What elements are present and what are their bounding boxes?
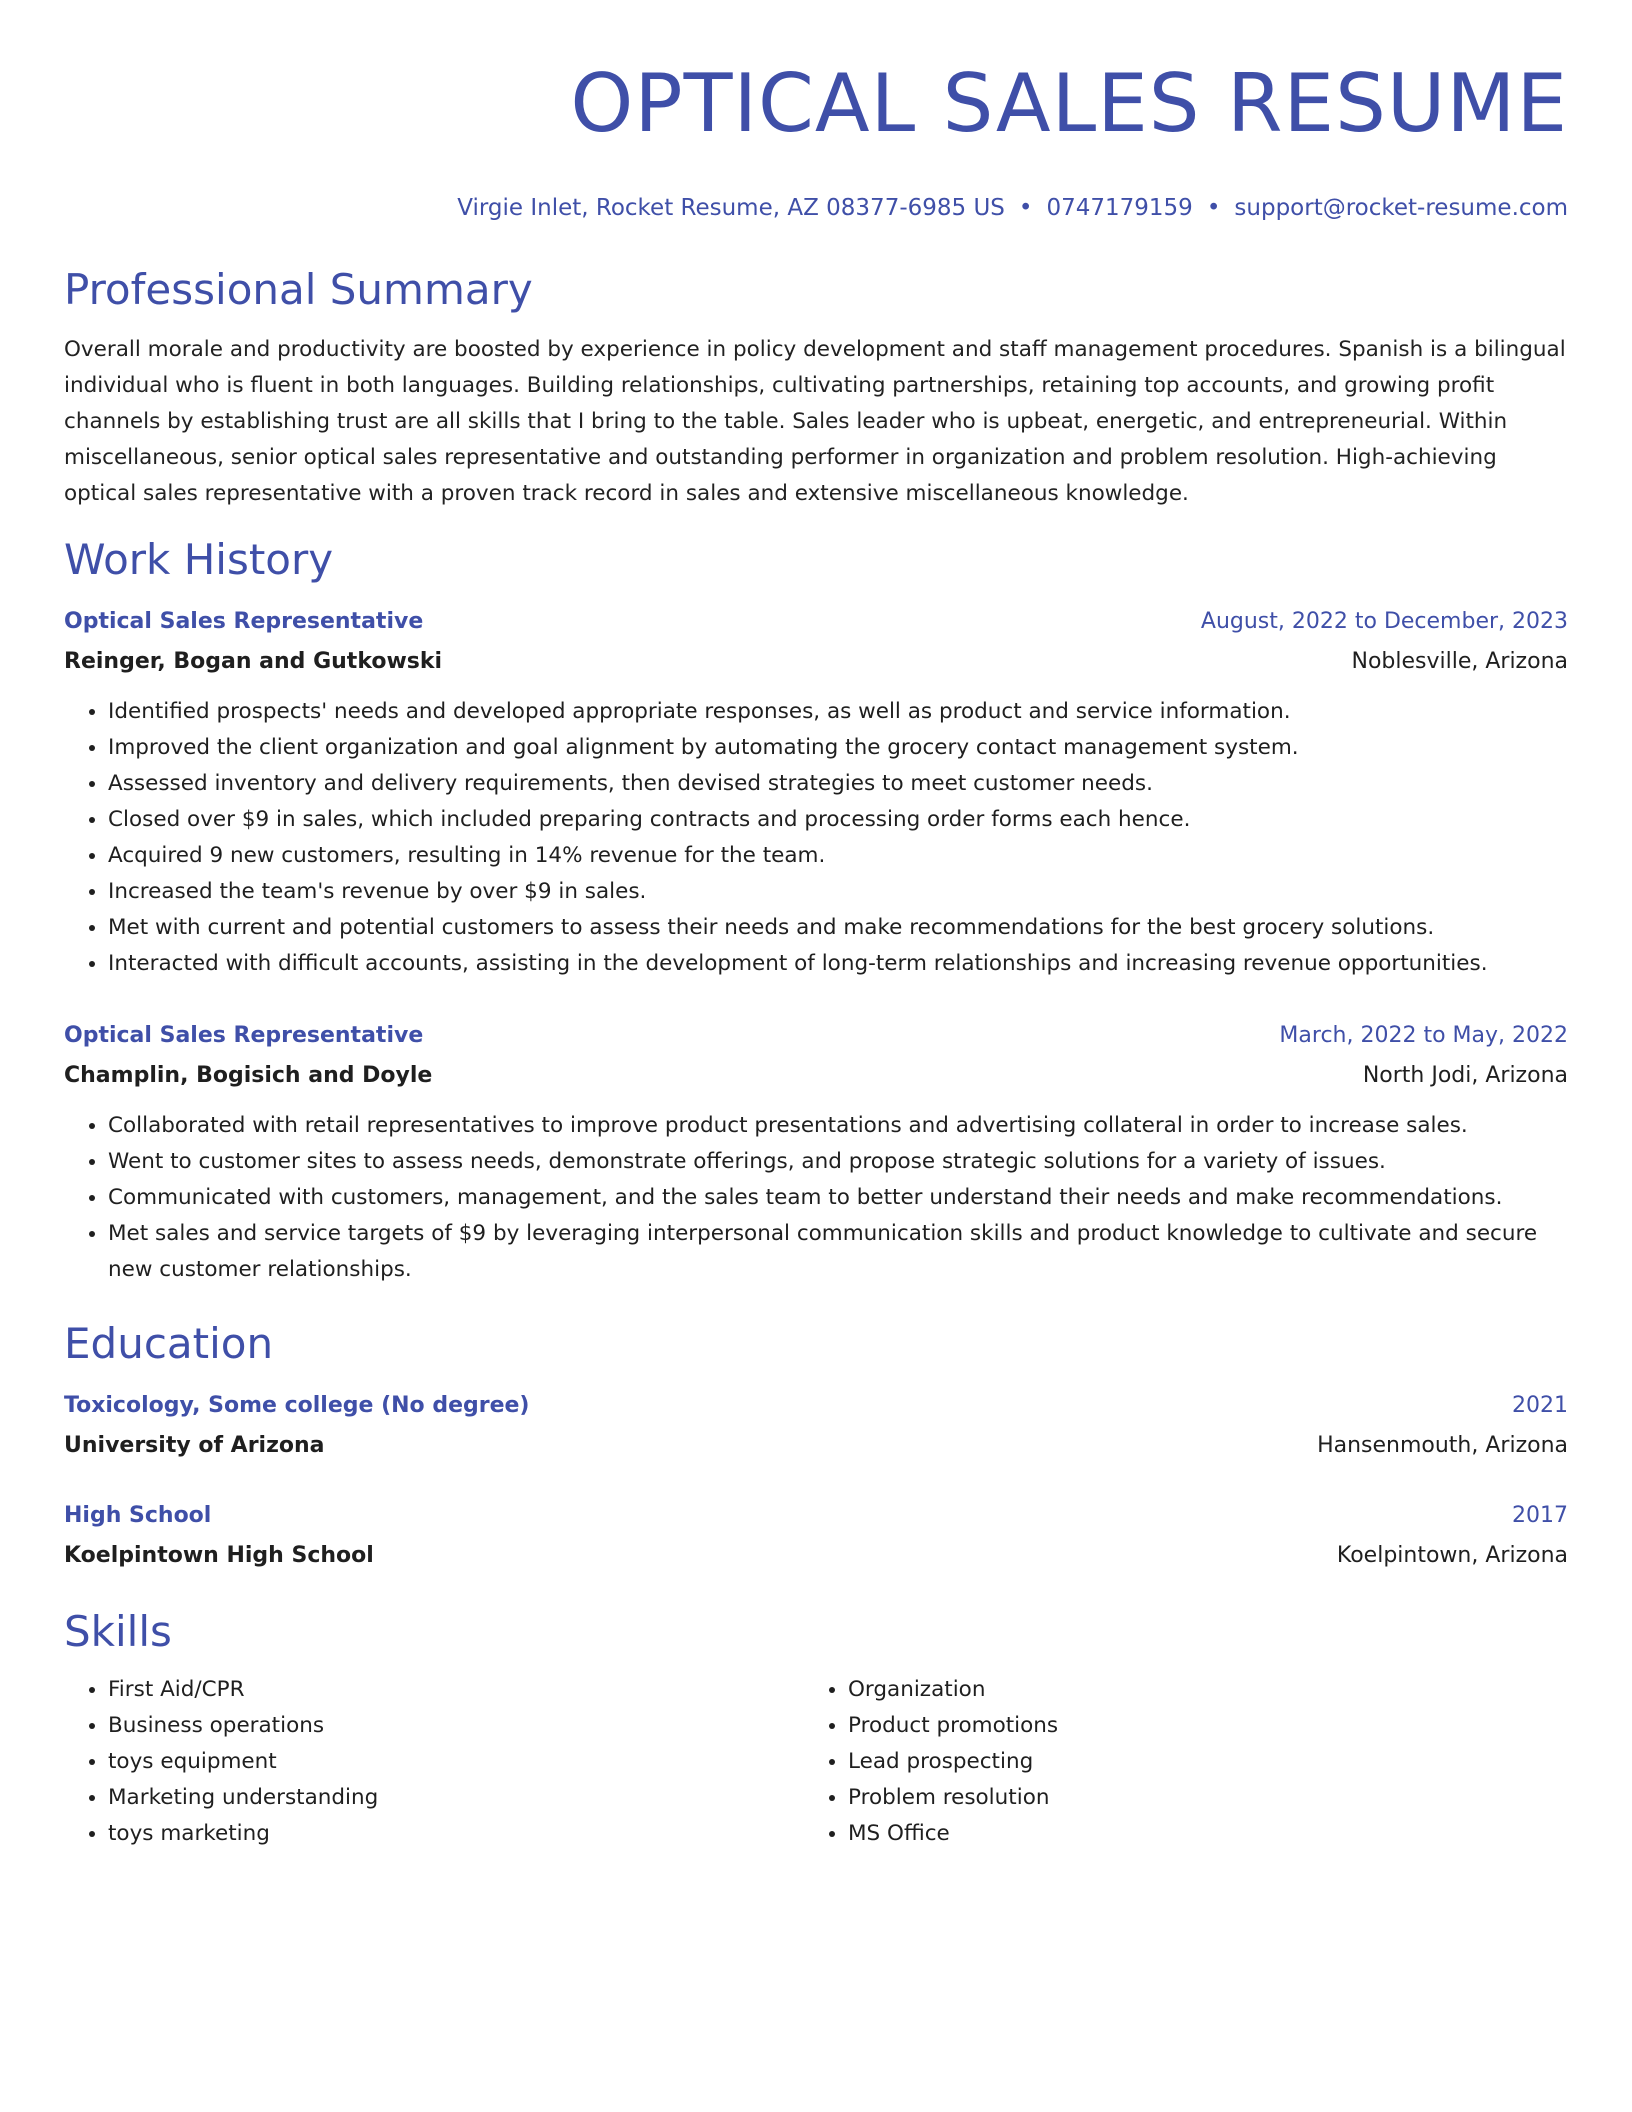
list-item: • Went to customer sites to assess needs, demonstrate offerings, and propose strategic solutions for a variety of issues. — [108, 1144, 1568, 1180]
summary-heading: Professional Summary — [64, 265, 533, 314]
school-name: Koelpintown High School — [64, 1543, 374, 1568]
skills-column-right — [804, 1672, 1544, 1852]
job-dates: March, 2022 to May, 2022 — [1279, 1023, 1568, 1048]
list-item: • Increased the team's revenue by over $9 in sales. — [108, 874, 1568, 910]
job-title: Optical Sales Representative — [64, 1023, 424, 1048]
list-item: • Collaborated with retail representatives to improve product presentations and advertising collateral in order to increase sales. — [108, 1108, 1568, 1144]
list-item: • Identified prospects' needs and developed appropriate responses, as well as product and service information. — [108, 694, 1568, 730]
education-entry — [64, 1386, 1568, 1466]
contact-phone: 0747179159 — [1046, 195, 1193, 221]
skill-item: • toys equipment — [108, 1744, 804, 1780]
list-item: • Closed over $9 in sales, which included preparing contracts and processing order forms each hence. — [108, 802, 1568, 838]
work-history-heading: Work History — [64, 535, 334, 584]
job-responsibilities — [64, 1108, 1568, 1288]
education-entry — [64, 1496, 1568, 1576]
contact-separator: • — [1018, 195, 1033, 221]
job-entry — [64, 1016, 1568, 1288]
list-item: • Improved the client organization and goal alignment by automating the grocery contact management system. — [108, 730, 1568, 766]
education-heading: Education — [64, 1319, 274, 1368]
skill-item: • Business operations — [108, 1708, 804, 1744]
contact-line — [64, 192, 1568, 224]
list-item: • Interacted with difficult accounts, assisting in the development of long-term relationships and increasing revenue opportunities. — [108, 946, 1568, 982]
contact-address: Virgie Inlet, Rocket Resume, AZ 08377-6985 US — [457, 195, 1005, 221]
list-item: • Communicated with customers, management, and the sales team to better understand their needs and make recommendations. — [108, 1180, 1568, 1216]
job-location: Noblesville, Arizona — [1351, 649, 1568, 674]
list-item: • Acquired 9 new customers, resulting in 14% revenue for the team. — [108, 838, 1568, 874]
skill-item: • Organization — [848, 1672, 1544, 1708]
contact-email: support@rocket-resume.com — [1234, 195, 1568, 221]
skills-heading: Skills — [64, 1607, 172, 1656]
resume-title: OPTICAL SALES RESUME — [570, 57, 1568, 150]
job-location: North Jodi, Arizona — [1362, 1063, 1568, 1088]
job-entry — [64, 602, 1568, 982]
graduation-year: 2017 — [1512, 1503, 1568, 1528]
skill-item: • Lead prospecting — [848, 1744, 1544, 1780]
job-title: Optical Sales Representative — [64, 609, 424, 634]
skills-column-left — [64, 1672, 804, 1852]
job-dates: August, 2022 to December, 2023 — [1200, 609, 1568, 634]
school-location: Hansenmouth, Arizona — [1317, 1433, 1568, 1458]
list-item: • Assessed inventory and delivery requirements, then devised strategies to meet customer needs. — [108, 766, 1568, 802]
job-responsibilities — [64, 694, 1568, 982]
skill-item: • Problem resolution — [848, 1780, 1544, 1816]
degree: Toxicology, Some college (No degree) — [64, 1393, 530, 1418]
skill-item: • MS Office — [848, 1816, 1544, 1852]
employer-name: Reinger, Bogan and Gutkowski — [64, 649, 443, 674]
list-item: • Met with current and potential customers to assess their needs and make recommendations for the best grocery solutions. — [108, 910, 1568, 946]
graduation-year: 2021 — [1512, 1393, 1568, 1418]
skills-list — [64, 1672, 1568, 1852]
school-location: Koelpintown, Arizona — [1336, 1543, 1568, 1568]
list-item: • Met sales and service targets of $9 by leveraging interpersonal communication skills and product knowledge to cultivate and secure new customer relationships. — [108, 1216, 1568, 1288]
employer-name: Champlin, Bogisich and Doyle — [64, 1063, 433, 1088]
skill-item: • Product promotions — [848, 1708, 1544, 1744]
skill-item: • toys marketing — [108, 1816, 804, 1852]
degree: High School — [64, 1503, 212, 1528]
skill-item: • First Aid/CPR — [108, 1672, 804, 1708]
contact-separator: • — [1206, 195, 1221, 221]
school-name: University of Arizona — [64, 1433, 325, 1458]
skill-item: • Marketing understanding — [108, 1780, 804, 1816]
summary-text: Overall morale and productivity are boosted by experience in policy development and staff management procedures. Spanish is a bilingual individual who is fluent in both languages. Building relationships, cultivating partnerships, retaining top accounts, and growing profit channels by establishing trust are all skills that I bring to the table. Sales leader who is upbeat, energetic, and entrepreneurial. Within miscellaneous, senior optical sales representative and outstanding performer in organization and problem resolution. High-achieving optical sales representative with a proven track record in sales and extensive miscellaneous knowledge. — [64, 337, 1566, 506]
